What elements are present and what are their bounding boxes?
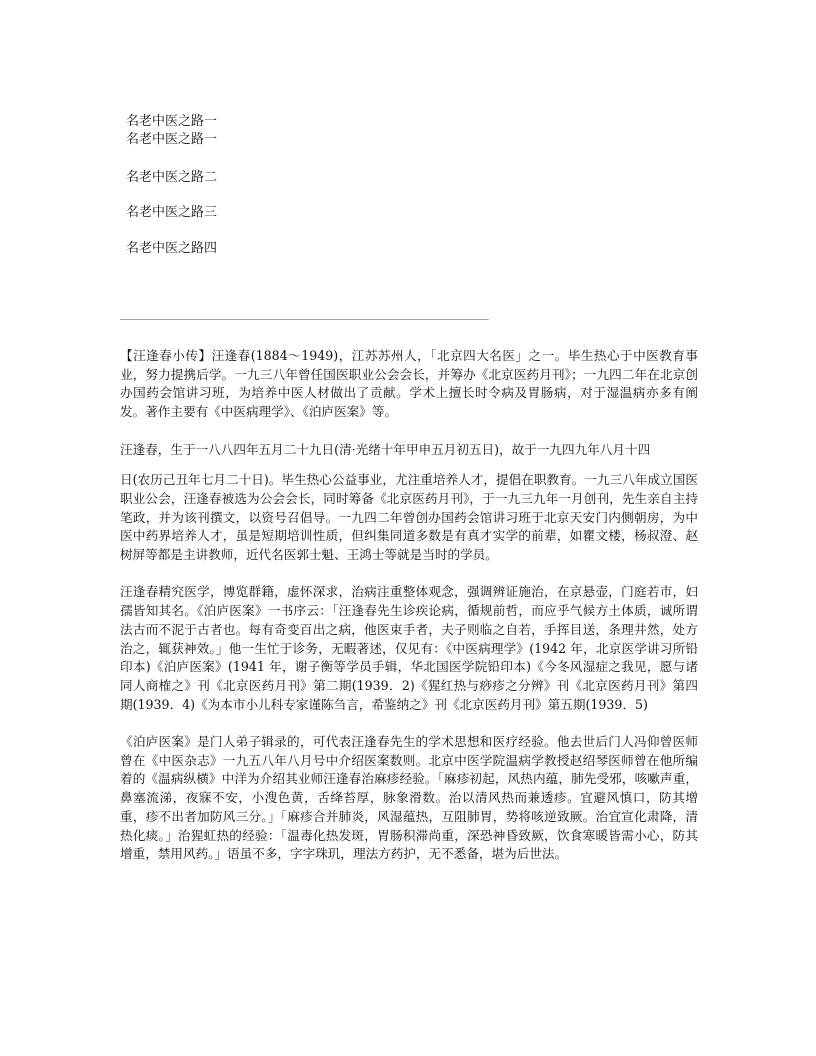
link-lu-1[interactable]: 名老中医之路一: [126, 114, 218, 129]
divider-line: ————————————————————————————————————————————————————————————————————————: [120, 315, 489, 325]
article-body: [120, 347, 698, 883]
link-lu-1-repeat[interactable]: 名老中医之路一: [126, 132, 218, 147]
paragraph-birth: 汪逢春，生于一八八四年五月二十九日(清·光绪十年甲申五月初五日)，故于一九四九年八月十四: [120, 441, 651, 457]
paragraph-casebook: 《泊庐医案》是门人弟子辑录的，可代表汪逢春先生的学术思想和医疗经验。他去世后门人冯仰曾医师曾在《中医杂志》一九五八年八月号中介绍医案数则。北京中医学院温病学教授赵绍琴医师曾在他所编着的《温病纵横》中洋为介绍其业师汪逢春治麻疹经验。「麻疹初起，风热内蕴，肺先受邪，咳嗽声重，鼻塞流涕，夜寐不安，小溲色黄，舌绛苔厚，脉象滑数。治以清风热而兼透疹。宜避风慎口，防其增重，疹不出者加防风三分。」「麻疹合并肺炎，风湿蕴热，互阻肺胃，势将咳逆致厥。治宜宣化肃降，清热化痰。」治猩虹热的经验：「温毒化热发斑，胃肠积滞尚重，深恐神昏致厥，饮食寒暖皆需小心，防其增重，禁用风药。」语虽不多，字字珠玑，理法方药护，无不悉备，堪为后世法。: [120, 734, 698, 862]
paragraph-bio: 【汪逢春小传】汪逢春(1884～1949)，江苏苏州人，「北京四大名医」之一。毕生热心于中医教育事业，努力提携后学。一九三八年曾任国医职业公会会长，并筹办《北京医药月刊》；一九四二年在北京创办国药会馆讲习班，为培养中医人材做出了贡献。学术上擅长时令病及胃肠病，对于湿温病亦多有阐发。著作主要有《中医病理学》、《泊庐医案》等。: [120, 348, 698, 420]
paragraph-career: 日(农历己丑年七月二十日)。毕生热心公益事业，尤注重培养人才，提倡在职教育。一九三八年成立国医职业公会，汪逢春被选为公会会长，同时筹备《北京医药月刊》，于一九三九年一月创刊，先生亲自主持笔政，并为该刊撰文，以资号召倡导。一九四二年曾创办国药会馆讲习班于北京天安门内侧朝房，为中医中药界培养人才，虽是短期培训性质，但纠集同道多数是有真才实学的前辈，如瞿文楼，杨叔澄、赵树屏等都是主讲教师，近代名医郭士魁、王鸿士等就是当时的学员。: [120, 472, 698, 563]
paragraph-works: 汪逢春精究医学，博览群籍，虚怀深求，治病注重整体观念，强调辨证施治，在京悬壶，门庭若市，妇孺皆知其名。《泊庐医案》一书序云：「汪逢春先生诊疾论病，循规前哲，而应乎气候方土体质，诚所谓法古而不泥于古者也。每有奇变百出之病，他医束手者，夫子则临之自若，手挥目送，条理井然，处方治之，辄获神效。」他一生忙于诊务，无暇著述，仅见有：《中医病理学》(1942 年，北京医学讲习所铅印本)《泊庐医案》(1941 年，谢子衡等学员手辑，华北国医学院铅印本)《今冬风湿症之我见，愿与诸同人商榷之》刊《北京医药月刊》第二期(1939．2)《猩红热与痧疹之分辨》刊《北京医药月刊》第四期(1939．4)《为本市小儿科专家谨陈刍言，希鉴纳之》刊《北京医药月刊》第五期(1939．5): [120, 584, 698, 712]
link-lu-3[interactable]: 名老中医之路三: [126, 205, 218, 220]
link-lu-4[interactable]: 名老中医之路四: [126, 241, 218, 256]
link-lu-2[interactable]: 名老中医之路二: [126, 170, 218, 185]
